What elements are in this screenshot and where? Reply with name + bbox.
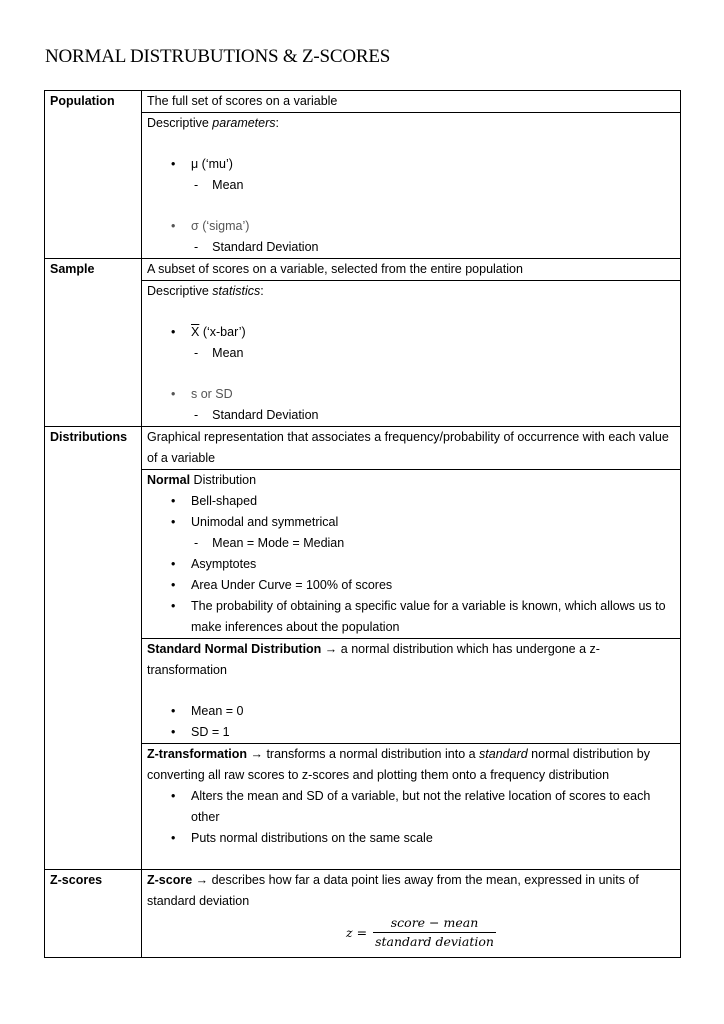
sub-item: - Standard Deviation <box>147 237 675 258</box>
list-item: • Area Under Curve = 100% of scores <box>191 575 675 596</box>
statistics-label: Descriptive statistics: <box>147 284 264 298</box>
snd-heading: Standard Normal Distribution → a normal distribution which has undergone a z-transformation <box>147 642 600 677</box>
zt-list <box>147 786 675 849</box>
list-item: • Asymptotes <box>191 554 675 575</box>
list-item: • σ (‘sigma’) <box>191 216 675 237</box>
sub-item: - Mean <box>147 343 675 364</box>
notes-table <box>44 90 681 958</box>
sample-definition: A subset of scores on a variable, selected from the entire population <box>142 259 681 281</box>
formula-lhs: z = <box>346 925 368 940</box>
formula-numerator: score − mean <box>373 914 496 933</box>
list-item: • Alters the mean and SD of a variable, but not the relative location of scores to each other <box>191 786 675 828</box>
list-item: • s or SD <box>191 384 675 405</box>
formula-fraction <box>373 914 496 951</box>
parameters-label: Descriptive parameters: <box>147 116 280 130</box>
table-row <box>45 91 681 113</box>
statistic-list <box>147 322 675 343</box>
statistic-list <box>147 384 675 405</box>
population-definition: The full set of scores on a variable <box>142 91 681 113</box>
list-item: • SD = 1 <box>191 722 675 743</box>
table-row <box>45 870 681 958</box>
z-transformation <box>142 744 681 870</box>
normal-list <box>147 554 675 638</box>
zt-heading: Z-transformation → transforms a normal distribution into a standard normal distribution by converting all raw scores to z-scores and plotting them onto a frequency distribution <box>147 747 650 782</box>
sub-item: - Mean <box>147 175 675 196</box>
term-distributions: Distributions <box>45 427 142 870</box>
distributions-definition: Graphical representation that associates a frequency/probability of occurrence with each value of a variable <box>142 427 681 470</box>
standard-normal-distribution <box>142 639 681 744</box>
list-item: • The probability of obtaining a specific value for a variable is known, which allows us to make inferences about the population <box>191 596 675 638</box>
normal-heading: Normal Distribution <box>147 473 257 487</box>
normal-list <box>147 491 675 533</box>
snd-list <box>147 701 675 743</box>
term-z-scores: Z-scores <box>45 870 142 958</box>
sub-item: - Mean = Mode = Median <box>147 533 675 554</box>
parameter-list <box>147 216 675 237</box>
sub-item: - Standard Deviation <box>147 405 675 426</box>
table-row <box>45 427 681 470</box>
population-parameters <box>142 113 681 259</box>
zs-heading: Z-score → describes how far a data point lies away from the mean, expressed in units of standard deviation <box>147 873 639 908</box>
list-item: • Unimodal and symmetrical <box>191 512 675 533</box>
formula-denominator: standard deviation <box>375 934 494 949</box>
sample-statistics <box>142 281 681 427</box>
table-row <box>45 259 681 281</box>
term-population: Population <box>45 91 142 259</box>
normal-distribution <box>142 470 681 639</box>
list-item: • μ (‘mu’) <box>191 154 675 175</box>
term-sample: Sample <box>45 259 142 427</box>
page-title: NORMAL DISTRUBUTIONS & Z-SCORES <box>45 46 391 67</box>
list-item: • Puts normal distributions on the same scale <box>191 828 675 849</box>
list-item: • Mean = 0 <box>191 701 675 722</box>
z-score-definition <box>142 870 681 958</box>
z-score-formula <box>147 912 675 957</box>
list-item: • Bell-shaped <box>191 491 675 512</box>
list-item: • $\overline{X}$ (‘x-bar’) <box>191 322 675 343</box>
parameter-list <box>147 154 675 175</box>
